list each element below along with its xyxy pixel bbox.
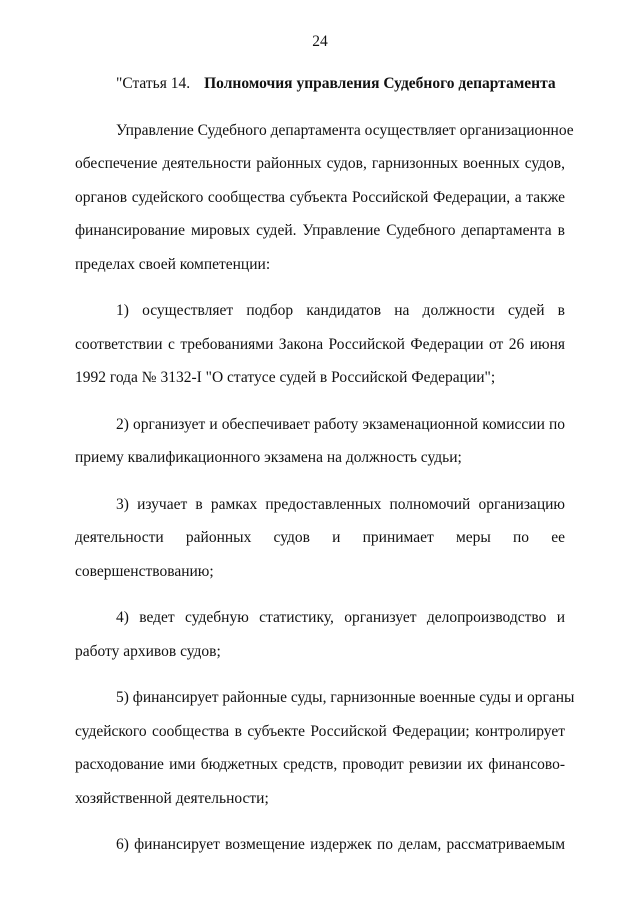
paragraph-item-6: [75, 828, 565, 862]
text-line: обеспечение деятельности районных судов, гарнизонных военных судов,: [75, 155, 565, 172]
text-line: 5) финансирует районные суды, гарнизонные военные суды и органы: [116, 689, 575, 706]
text-line: соответствии с требованиями Закона Российской Федерации от 26 июня: [75, 335, 565, 353]
article-heading: [75, 67, 565, 101]
text-line: 1) осуществляет подбор кандидатов на должности судей в: [116, 302, 565, 319]
text-line: 1992 года № 3132-I "О статусе судей в Российской Федерации";: [75, 369, 496, 386]
text-line: 4) ведет судебную статистику, организует делопроизводство и: [116, 609, 565, 626]
article-title: Полномочия управления Судебного департамента: [204, 75, 556, 92]
text-line: хозяйственной деятельности;: [75, 789, 269, 807]
paragraph-item-2: [75, 408, 565, 475]
paragraph-item-4: [75, 601, 565, 668]
text-line: расходование ими бюджетных средств, проводит ревизии их финансово-: [75, 756, 565, 773]
page-number: 24: [312, 33, 328, 50]
text-line: работу архивов судов;: [75, 642, 221, 660]
text-line: Управление Судебного департамента осуществляет организационное: [116, 121, 574, 139]
text-line: 3) изучает в рамках предоставленных полномочий организацию: [116, 495, 565, 513]
text-line: 2) организует и обеспечивает работу экзаменационной комиссии по: [116, 415, 565, 433]
text-line: судейского сообщества в субъекте Российской Федерации; контролирует: [75, 722, 565, 740]
text-line: финансирование мировых судей. Управление Судебного департамента в: [75, 222, 565, 239]
paragraph-item-1: [75, 294, 565, 395]
text-line: деятельности районных судов и принимает меры по ее: [75, 529, 565, 546]
text-line: совершенствованию;: [75, 562, 214, 580]
document-body: [75, 67, 575, 862]
paragraph-intro: [75, 114, 574, 282]
article-number: "Статья 14.: [116, 75, 191, 92]
text-line: пределах своей компетенции:: [75, 255, 271, 273]
text-line: приему квалификационного экзамена на должность судьи;: [75, 449, 462, 466]
paragraph-item-3: [75, 488, 565, 589]
paragraph-item-5: [75, 681, 575, 815]
text-line: 6) финансирует возмещение издержек по делам, рассматриваемым: [116, 836, 565, 853]
text-line: органов судейского сообщества субъекта Российской Федерации, а также: [75, 188, 565, 206]
